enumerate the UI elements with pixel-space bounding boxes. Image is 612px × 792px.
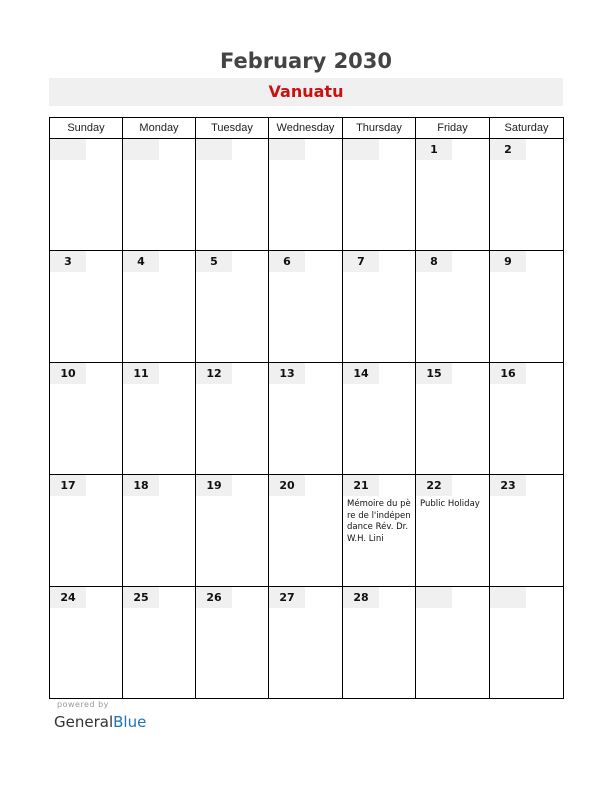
day-cell[interactable] bbox=[50, 475, 123, 587]
day-number: 7 bbox=[343, 251, 379, 272]
day-number: 27 bbox=[269, 587, 305, 608]
day-number: 24 bbox=[50, 587, 86, 608]
country-banner bbox=[49, 78, 563, 106]
day-number: 26 bbox=[196, 587, 232, 608]
weekday-header: Sunday bbox=[50, 118, 123, 139]
weekday-header: Saturday bbox=[490, 118, 564, 139]
day-number: 23 bbox=[490, 475, 526, 496]
day-cell[interactable] bbox=[490, 475, 564, 587]
day-cell[interactable] bbox=[123, 139, 196, 251]
day-cell[interactable] bbox=[123, 587, 196, 699]
day-number: 17 bbox=[50, 475, 86, 496]
day-number: 13 bbox=[269, 363, 305, 384]
day-number bbox=[196, 139, 232, 160]
week-row bbox=[50, 139, 564, 251]
week-row bbox=[50, 251, 564, 363]
day-number: 21 bbox=[343, 475, 379, 496]
day-cell[interactable] bbox=[196, 475, 269, 587]
day-cell[interactable] bbox=[343, 587, 416, 699]
powered-by-label: powered by bbox=[57, 700, 109, 709]
calendar-grid bbox=[49, 117, 564, 699]
day-cell[interactable] bbox=[123, 251, 196, 363]
day-cell[interactable] bbox=[269, 363, 343, 475]
day-number: 8 bbox=[416, 251, 452, 272]
day-cell[interactable] bbox=[196, 363, 269, 475]
holiday-label: Mémoire du père de l'indépendance Rév. Dr. W.H. Lini bbox=[347, 499, 411, 544]
weekday-header: Monday bbox=[123, 118, 196, 139]
holiday-label: Public Holiday bbox=[420, 499, 480, 509]
day-cell[interactable] bbox=[269, 251, 343, 363]
day-number: 28 bbox=[343, 587, 379, 608]
day-number: 14 bbox=[343, 363, 379, 384]
day-cell[interactable] bbox=[490, 363, 564, 475]
day-cell[interactable] bbox=[50, 587, 123, 699]
day-cell[interactable] bbox=[416, 251, 490, 363]
weekday-header-row bbox=[50, 118, 564, 139]
country-name: Vanuatu bbox=[268, 82, 344, 101]
day-cell[interactable] bbox=[269, 139, 343, 251]
day-number: 15 bbox=[416, 363, 452, 384]
day-number: 9 bbox=[490, 251, 526, 272]
generalblue-logo[interactable] bbox=[54, 712, 146, 732]
day-number: 18 bbox=[123, 475, 159, 496]
day-cell[interactable] bbox=[196, 587, 269, 699]
day-number: 10 bbox=[50, 363, 86, 384]
day-cell[interactable] bbox=[416, 139, 490, 251]
day-number: 16 bbox=[490, 363, 526, 384]
brand-general: General bbox=[54, 713, 114, 731]
day-number: 6 bbox=[269, 251, 305, 272]
weekday-header: Thursday bbox=[343, 118, 416, 139]
day-cell[interactable] bbox=[50, 363, 123, 475]
day-number bbox=[123, 139, 159, 160]
week-row bbox=[50, 587, 564, 699]
day-cell[interactable] bbox=[123, 475, 196, 587]
day-number: 3 bbox=[50, 251, 86, 272]
day-cell[interactable] bbox=[416, 587, 490, 699]
day-number bbox=[50, 139, 86, 160]
day-number bbox=[343, 139, 379, 160]
day-number: 20 bbox=[269, 475, 305, 496]
day-cell[interactable] bbox=[416, 475, 490, 587]
day-cell[interactable] bbox=[50, 251, 123, 363]
day-cell[interactable] bbox=[343, 251, 416, 363]
day-cell[interactable] bbox=[196, 251, 269, 363]
day-number: 1 bbox=[416, 139, 452, 160]
day-cell[interactable] bbox=[196, 139, 269, 251]
brand-blue: Blue bbox=[113, 713, 147, 731]
day-cell[interactable] bbox=[490, 139, 564, 251]
day-number: 22 bbox=[416, 475, 452, 496]
page-title: February 2030 bbox=[219, 49, 393, 73]
day-cell[interactable] bbox=[343, 475, 416, 587]
day-number: 11 bbox=[123, 363, 159, 384]
day-cell[interactable] bbox=[123, 363, 196, 475]
day-cell[interactable] bbox=[343, 139, 416, 251]
day-cell[interactable] bbox=[269, 587, 343, 699]
day-number: 4 bbox=[123, 251, 159, 272]
week-row bbox=[50, 475, 564, 587]
day-number: 12 bbox=[196, 363, 232, 384]
day-cell[interactable] bbox=[269, 475, 343, 587]
weekday-header: Tuesday bbox=[196, 118, 269, 139]
weekday-header: Friday bbox=[416, 118, 490, 139]
day-number: 19 bbox=[196, 475, 232, 496]
day-cell[interactable] bbox=[416, 363, 490, 475]
day-number: 5 bbox=[196, 251, 232, 272]
day-cell[interactable] bbox=[343, 363, 416, 475]
week-row bbox=[50, 363, 564, 475]
day-number bbox=[269, 139, 305, 160]
day-number bbox=[490, 587, 526, 608]
day-number bbox=[416, 587, 452, 608]
day-number: 25 bbox=[123, 587, 159, 608]
day-cell[interactable] bbox=[50, 139, 123, 251]
day-number: 2 bbox=[490, 139, 526, 160]
day-cell[interactable] bbox=[490, 251, 564, 363]
day-cell[interactable] bbox=[490, 587, 564, 699]
weekday-header: Wednesday bbox=[269, 118, 343, 139]
